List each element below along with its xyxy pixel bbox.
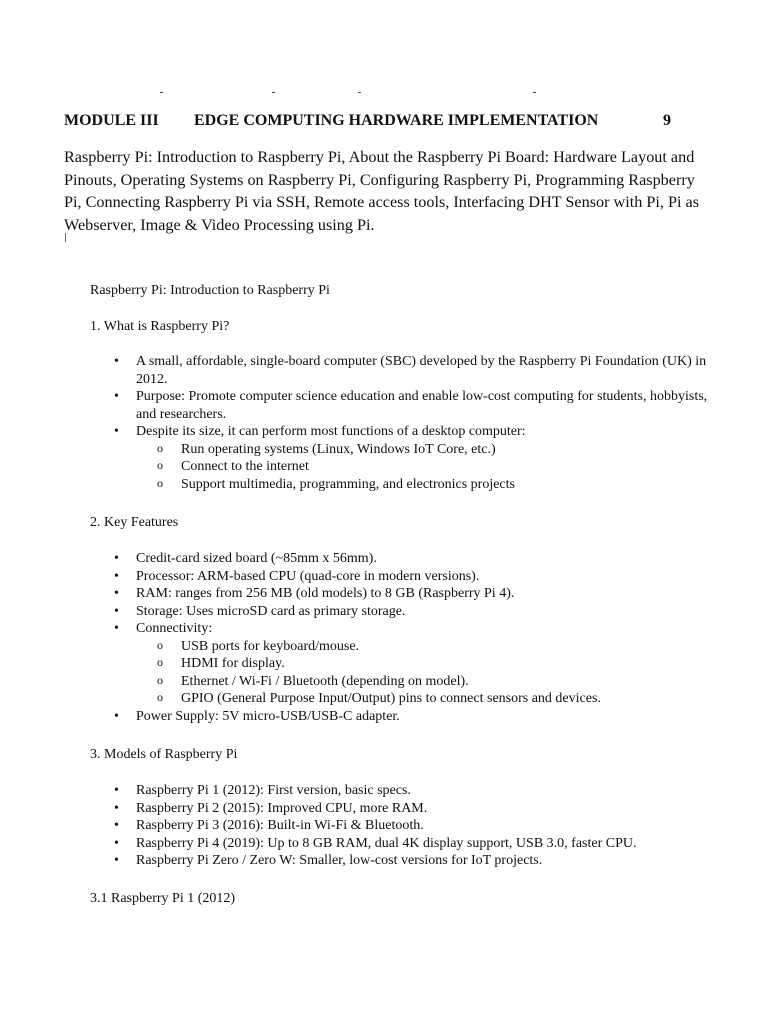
list-item: • Raspberry Pi 3 (2016): Built-in Wi-Fi & Bluetooth. [90, 817, 710, 835]
table-border-mark [160, 92, 163, 93]
section-2-heading: 2. Key Features [90, 515, 179, 530]
sub-list-item: o Ethernet / Wi-Fi / Bluetooth (depending on model). [90, 673, 710, 691]
list-item: • Storage: Uses microSD card as primary storage. [90, 603, 710, 621]
text-cursor [65, 233, 66, 242]
list-item: • Credit-card sized board (~85mm x 56mm). [90, 550, 710, 568]
list-item: • A small, affordable, single-board computer (SBC) developed by the Raspberry Pi Foundation (UK) in 2012. [90, 353, 710, 388]
list-item: • Raspberry Pi Zero / Zero W: Smaller, low-cost versions for IoT projects. [90, 852, 710, 870]
sub-list-item: o USB ports for keyboard/mouse. [90, 638, 710, 656]
module-number: MODULE III [64, 112, 159, 129]
list-item: • Raspberry Pi 4 (2019): Up to 8 GB RAM, dual 4K display support, USB 3.0, faster CPU. [90, 835, 710, 853]
section-3-list [90, 782, 710, 870]
section-1-list [90, 353, 710, 493]
list-item: • RAM: ranges from 256 MB (old models) to 8 GB (Raspberry Pi 4). [90, 585, 710, 603]
list-item: • Despite its size, it can perform most functions of a desktop computer: [90, 423, 710, 441]
table-border-mark [358, 92, 361, 93]
sub-list-item: o HDMI for display. [90, 655, 710, 673]
list-item: • Connectivity: [90, 620, 710, 638]
list-item: • Purpose: Promote computer science education and enable low-cost computing for students, hobbyists, and researchers. [90, 388, 710, 423]
intro-heading: Raspberry Pi: Introduction to Raspberry Pi [90, 283, 330, 298]
module-header [64, 111, 684, 131]
list-item: • Raspberry Pi 1 (2012): First version, basic specs. [90, 782, 710, 800]
section-3-1-heading: 3.1 Raspberry Pi 1 (2012) [90, 891, 236, 906]
module-syllabus: Raspberry Pi: Introduction to Raspberry Pi, About the Raspberry Pi Board: Hardware Layout and Pinouts, Operating Systems on Raspberry Pi, Configuring Raspberry Pi, Programming Raspberry Pi, Connecting Raspberry Pi via SSH, Remote access tools, Interfacing DHT Sensor with Pi, Pi as Webserver, Image & Video Processing using Pi. [64, 148, 699, 234]
table-border-mark [272, 92, 275, 93]
section-3-heading: 3. Models of Raspberry Pi [90, 747, 238, 762]
list-item: • Power Supply: 5V micro-USB/USB-C adapter. [90, 708, 710, 726]
module-title: EDGE COMPUTING HARDWARE IMPLEMENTATION [194, 112, 599, 129]
sub-list-item: o GPIO (General Purpose Input/Output) pins to connect sensors and devices. [90, 690, 710, 708]
table-border-mark [533, 92, 536, 93]
sub-list-item: o Connect to the internet [90, 458, 710, 476]
sub-list-item: o Support multimedia, programming, and electronics projects [90, 476, 710, 494]
list-item: • Processor: ARM-based CPU (quad-core in modern versions). [90, 568, 710, 586]
sub-list-item: o Run operating systems (Linux, Windows IoT Core, etc.) [90, 441, 710, 459]
section-1-heading: 1. What is Raspberry Pi? [90, 319, 230, 334]
section-2-list [90, 550, 710, 725]
list-item: • Raspberry Pi 2 (2015): Improved CPU, more RAM. [90, 800, 710, 818]
module-hours: 9 [663, 112, 671, 129]
